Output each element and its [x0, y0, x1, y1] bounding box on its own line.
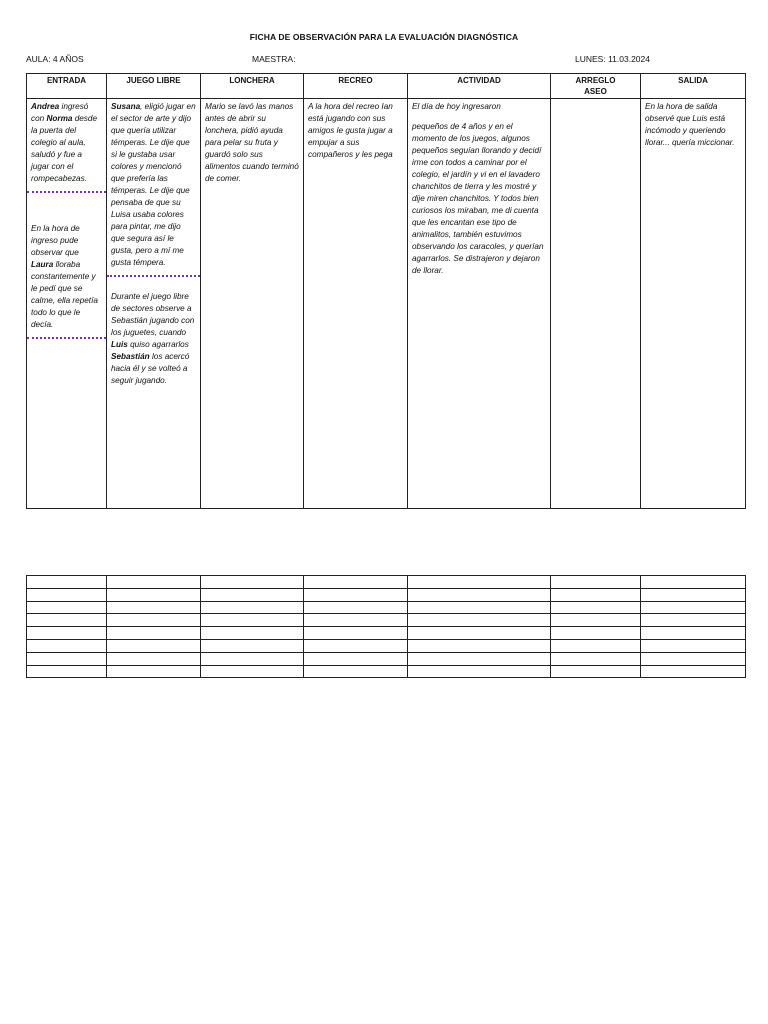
empty-grid-cell	[201, 639, 304, 652]
empty-grid-cell	[107, 665, 201, 678]
empty-grid-cell	[107, 601, 201, 614]
empty-grid-cell	[641, 576, 746, 589]
cell-juego-libre	[107, 99, 201, 509]
empty-grid-cell	[641, 652, 746, 665]
empty-grid-row	[27, 588, 746, 601]
empty-grid-cell	[551, 576, 641, 589]
child-name: Susana	[111, 102, 141, 111]
empty-grid-cell	[27, 576, 107, 589]
empty-grid-cell	[107, 588, 201, 601]
empty-grid-cell	[551, 601, 641, 614]
empty-grid-cell	[641, 601, 746, 614]
empty-grid-row	[27, 576, 746, 589]
empty-grid-cell	[107, 576, 201, 589]
empty-grid-row	[27, 639, 746, 652]
cell-actividad	[408, 99, 551, 509]
dotted-separator	[107, 275, 200, 277]
actividad-observation: pequeños de 4 años y en el momento de los juegos, algunos pequeños seguían llorando y decidí irme con todos a caminar por el colegio, el jardín y vi en el lavadero chanchitos de tierra y les mostré y dije miren chanchitos. Y todos bien curiosos los miraban, me di cuenta que les encantan ese tipo de animalitos, también estuvimos observando los caracoles, y querían agarrarlos. Se distrajeron y dejaron de llorar.	[412, 122, 544, 275]
empty-grid-cell	[27, 665, 107, 678]
maestra-label: MAESTRA:	[252, 54, 296, 64]
empty-grid-cell	[304, 614, 408, 627]
col-header-entrada: ENTRADA	[27, 74, 107, 99]
dotted-separator	[27, 337, 106, 339]
cell-arreglo-aseo	[551, 99, 641, 509]
header-row	[27, 74, 746, 99]
empty-grid-cell	[408, 665, 551, 678]
col-header-juego-libre: JUEGO LIBRE	[107, 74, 201, 99]
empty-grid-cell	[408, 614, 551, 627]
empty-grid-cell	[551, 652, 641, 665]
salida-observation: En la hora de salida observé que Luis está incómodo y queriendo llorar... quería miccionar.	[645, 102, 735, 147]
child-name: Laura	[31, 260, 54, 269]
empty-grid-cell	[408, 588, 551, 601]
empty-grid-row	[27, 665, 746, 678]
empty-grid-cell	[641, 665, 746, 678]
empty-grid-cell	[27, 601, 107, 614]
empty-grid-cell	[551, 627, 641, 640]
entrada-observation-1: Andrea ingresó con Norma desde la puerta del colegio al aula, saludó y fue a jugar con el rompecabezas.	[31, 102, 98, 183]
empty-grid-cell	[408, 627, 551, 640]
cell-entrada	[27, 99, 107, 509]
child-name: Sebastián	[111, 352, 150, 361]
empty-grid-row	[27, 614, 746, 627]
empty-grid-table	[26, 575, 746, 678]
empty-grid-cell	[641, 588, 746, 601]
cell-lonchera	[201, 99, 304, 509]
empty-grid-cell	[27, 639, 107, 652]
col-header-lonchera: LONCHERA	[201, 74, 304, 99]
col-header-actividad: ACTIVIDAD	[408, 74, 551, 99]
empty-grid-cell	[107, 627, 201, 640]
empty-grid-cell	[408, 652, 551, 665]
empty-grid-cell	[201, 601, 304, 614]
empty-grid-cell	[27, 652, 107, 665]
empty-grid-cell	[304, 639, 408, 652]
empty-grid-cell	[27, 588, 107, 601]
empty-grid-cell	[107, 639, 201, 652]
juego-libre-observation-1: Susana, eligió jugar en el sector de arte y dijo que quería utilizar témperas. Le dije que si le gustaba usar colores y mencionó que prefería las témperas. Le dije que pensaba de que su Luisa usaba colores para pintar, me dijo que segura así le gusta, pero a mí me gusta témpera.	[111, 102, 196, 267]
empty-grid-cell	[408, 601, 551, 614]
actividad-line-1: El día de hoy ingresaron	[412, 102, 501, 111]
empty-grid-cell	[201, 652, 304, 665]
empty-grid-cell	[201, 576, 304, 589]
empty-grid-cell	[107, 614, 201, 627]
empty-grid-cell	[641, 614, 746, 627]
empty-grid-row	[27, 601, 746, 614]
empty-grid-cell	[304, 627, 408, 640]
lonchera-observation: Mario se lavó las manos antes de abrir su lonchera, pidió ayuda para pelar su fruta y guardó solo sus alimentos cuando terminó de comer.	[205, 102, 299, 183]
empty-grid-cell	[551, 588, 641, 601]
child-name: Norma	[46, 114, 73, 123]
document-title: FICHA DE OBSERVACIÓN PARA LA EVALUACIÓN DIAGNÓSTICA	[249, 32, 519, 42]
empty-grid-cell	[27, 614, 107, 627]
empty-grid-row	[27, 652, 746, 665]
empty-grid-row	[27, 627, 746, 640]
empty-grid-cell	[551, 639, 641, 652]
fecha-label: LUNES: 11.03.2024	[575, 54, 650, 64]
empty-grid-cell	[408, 576, 551, 589]
empty-grid-cell	[201, 614, 304, 627]
recreo-observation: A la hora del recreo Ian está jugando con sus amigos le gusta jugar a empujar a sus compañeros y les pega	[308, 102, 393, 159]
empty-grid-cell	[27, 627, 107, 640]
empty-grid-cell	[304, 601, 408, 614]
aula-label: AULA: 4 AÑOS	[26, 54, 84, 64]
empty-grid-cell	[304, 576, 408, 589]
empty-grid-cell	[201, 627, 304, 640]
juego-libre-observation-2: Durante el juego libre de sectores observe a Sebastián jugando con los juguetes, cuando Luis quiso agarrarlos Sebastián los acercó hacia él y se volteó a seguir jugando.	[111, 292, 195, 385]
cell-salida	[641, 99, 746, 509]
empty-grid-cell	[107, 652, 201, 665]
empty-grid-cell	[641, 639, 746, 652]
child-name: Andrea	[31, 102, 60, 111]
empty-grid-cell	[551, 614, 641, 627]
empty-grid-cell	[304, 588, 408, 601]
empty-grid-cell	[304, 652, 408, 665]
empty-grid-cell	[201, 588, 304, 601]
empty-grid-cell	[641, 627, 746, 640]
empty-grid-cell	[201, 665, 304, 678]
empty-grid-cell	[408, 639, 551, 652]
cell-recreo	[304, 99, 408, 509]
empty-grid-cell	[304, 665, 408, 678]
observation-table	[26, 73, 746, 509]
entrada-observation-2: En la hora de ingreso pude observar que Laura lloraba constantemente y le pedí que se calme, ella repetía todo lo que le decía.	[31, 224, 98, 329]
dotted-separator	[27, 191, 106, 193]
empty-grid-cell	[551, 665, 641, 678]
observation-row	[27, 99, 746, 509]
col-header-salida: SALIDA	[641, 74, 746, 99]
col-header-recreo: RECREO	[304, 74, 408, 99]
col-header-arreglo-aseo: ARREGLO ASEO	[551, 74, 641, 99]
child-name: Luis	[111, 340, 128, 349]
